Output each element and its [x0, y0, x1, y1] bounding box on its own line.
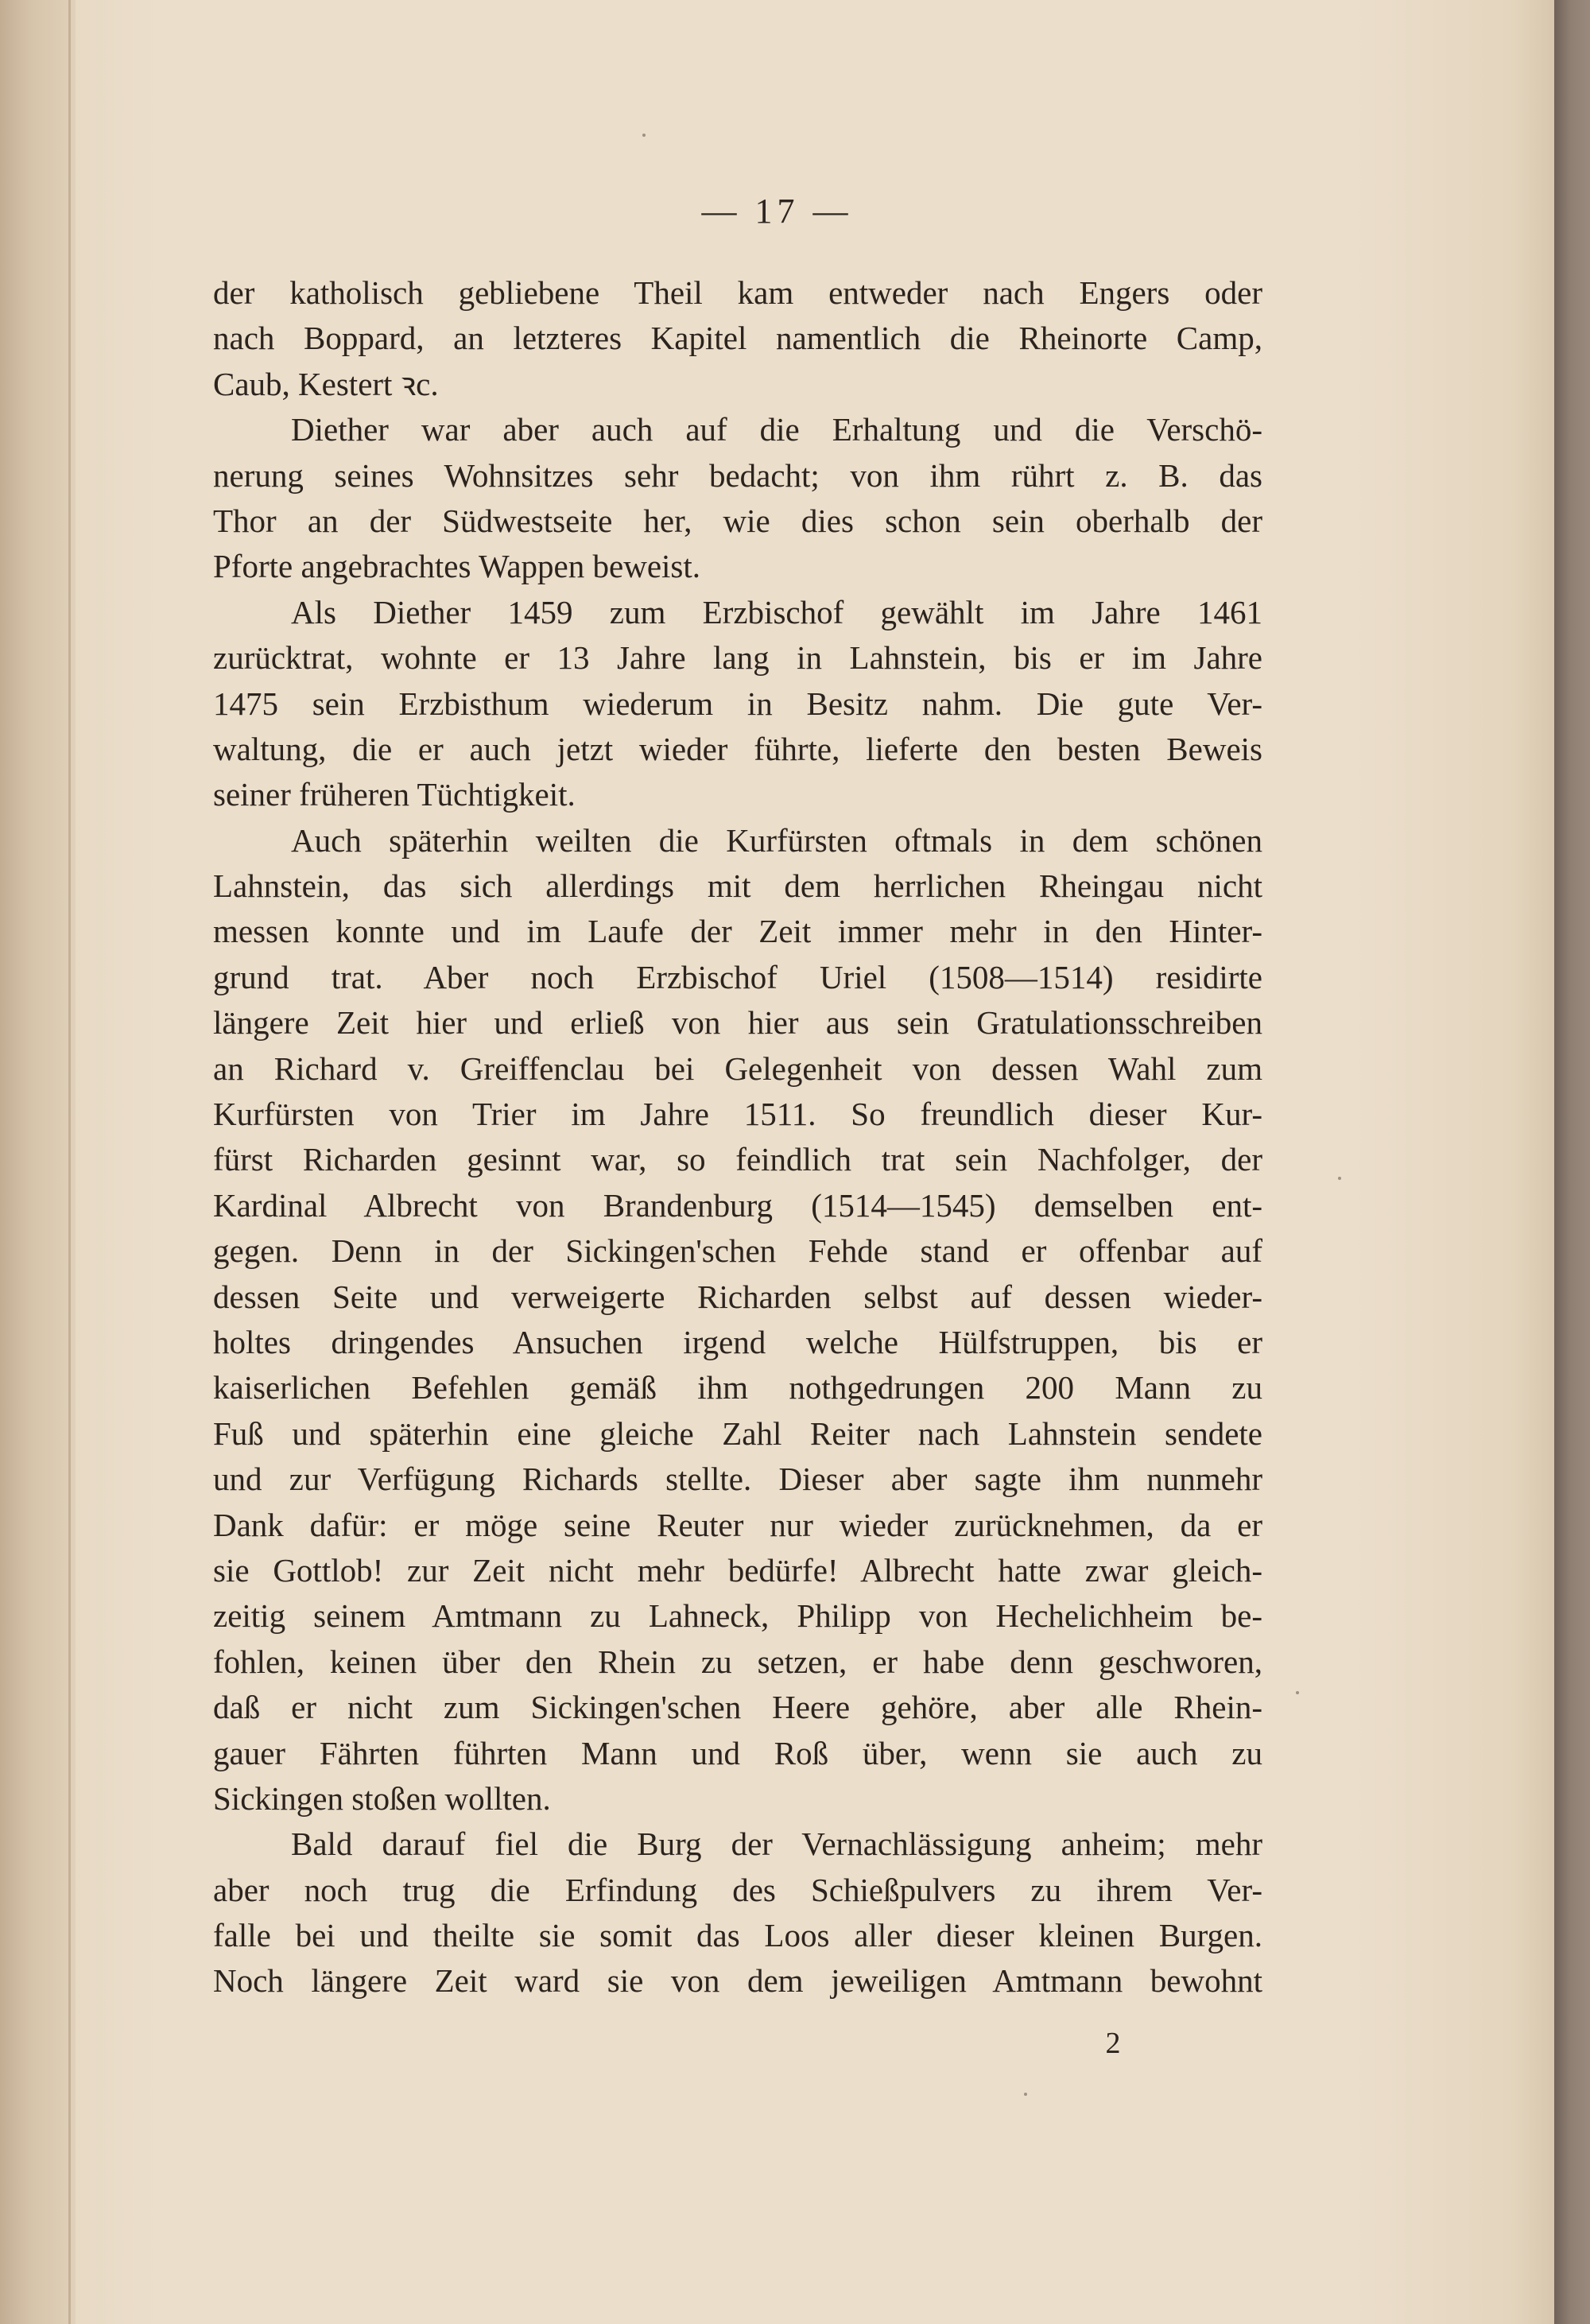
text-line: messen konnte und im Laufe der Zeit immer mehr in den Hinter-	[213, 913, 1262, 950]
text-line: holtes dringendes Ansuchen irgend welche Hülfstruppen, bis er	[213, 1323, 1262, 1360]
text-line: kaiserlichen Befehlen gemäß ihm nothgedrungen 200 Mann zu	[213, 1369, 1262, 1406]
text-line: Pforte angebrachtes Wappen beweist.	[213, 548, 700, 585]
text-line: zurücktrat, wohnte er 13 Jahre lang in Lahnstein, bis er im Jahre	[213, 639, 1262, 677]
text-line: Auch späterhin weilten die Kurfürsten oftmals in dem schönen	[291, 821, 1262, 859]
text-line: zeitig seinem Amtmann zu Lahneck, Philipp von Hechelichheim be-	[213, 1597, 1262, 1635]
text-line: grund trat. Aber noch Erzbischof Uriel (1508—1514) residirte	[213, 958, 1262, 995]
paper-speck	[642, 134, 646, 137]
text-line: nerung seines Wohnsitzes sehr bedacht; von ihm rührt z. B. das	[213, 456, 1262, 494]
text-line: Thor an der Südwestseite her, wie dies schon sein oberhalb der	[213, 502, 1262, 539]
text-line: sie Gottlob! zur Zeit nicht mehr bedürfe! Albrecht hatte zwar gleich-	[213, 1551, 1262, 1589]
paper-speck	[1338, 1177, 1341, 1180]
text-line: Kurfürsten von Trier im Jahre 1511. So freundlich dieser Kur-	[213, 1096, 1262, 1133]
text-line: aber noch trug die Erfindung des Schießpulvers zu ihrem Ver-	[213, 1871, 1262, 1908]
text-line: fürst Richarden gesinnt war, so feindlich trat sein Nachfolger, der	[213, 1141, 1262, 1178]
page-binding-gutter	[0, 0, 76, 2324]
text-line: fohlen, keinen über den Rhein zu setzen, er habe denn geschworen,	[213, 1643, 1262, 1680]
text-line: waltung, die er auch jetzt wieder führte, lieferte den besten Beweis	[213, 730, 1262, 767]
signature-mark: 2	[1105, 2027, 1121, 2060]
text-line: Lahnstein, das sich allerdings mit dem herrlichen Rheingau nicht	[213, 867, 1262, 905]
text-line: 1475 sein Erzbisthum wiederum in Besitz nahm. Die gute Ver-	[213, 685, 1262, 722]
page-number-header: — 17 —	[701, 192, 853, 231]
text-line: längere Zeit hier und erließ von hier aus sein Gratulationsschreiben	[213, 1004, 1262, 1042]
text-line: Noch längere Zeit ward sie von dem jeweiligen Amtmann bewohnt	[213, 1962, 1262, 2000]
text-line: und zur Verfügung Richards stellte. Dieser aber sagte ihm nunmehr	[213, 1461, 1262, 1498]
text-line: gegen. Denn in der Sickingen'schen Fehde stand er offenbar auf	[213, 1232, 1262, 1270]
text-line: Kardinal Albrecht von Brandenburg (1514—1545) demselben ent-	[213, 1186, 1262, 1224]
text-line: Fuß und späterhin eine gleiche Zahl Reiter nach Lahnstein sendete	[213, 1414, 1262, 1452]
next-page-edge	[1554, 0, 1590, 2324]
text-line: Bald darauf fiel die Burg der Vernachlässigung anheim; mehr	[291, 1825, 1262, 1863]
text-line: gauer Fährten führten Mann und Roß über, wenn sie auch zu	[213, 1734, 1262, 1771]
text-line: seiner früheren Tüchtigkeit.	[213, 776, 576, 813]
text-line: nach Boppard, an letzteres Kapitel namentlich die Rheinorte Camp,	[213, 320, 1262, 357]
text-line: falle bei und theilte sie somit das Loos aller dieser kleinen Burgen.	[213, 1917, 1262, 1954]
text-line: an Richard v. Greiffenclau bei Gelegenheit von dessen Wahl zum	[213, 1049, 1262, 1087]
text-line: Sickingen stoßen wollten.	[213, 1779, 551, 1817]
text-line: dessen Seite und verweigerte Richarden selbst auf dessen wieder-	[213, 1278, 1262, 1315]
gutter-fold-line	[68, 0, 71, 2324]
text-line: Als Diether 1459 zum Erzbischof gewählt im Jahre 1461	[291, 593, 1262, 630]
text-line: der katholisch gebliebene Theil kam entweder nach Engers oder	[213, 274, 1262, 311]
text-line: Diether war aber auch auf die Erhaltung und die Verschö-	[291, 411, 1262, 448]
text-line: daß er nicht zum Sickingen'schen Heere gehöre, aber alle Rhein-	[213, 1689, 1262, 1726]
paper-speck	[1024, 2093, 1027, 2096]
text-line: Caub, Kestert ꝛc.	[213, 365, 439, 402]
body-text	[213, 270, 1262, 2004]
paper-speck	[1296, 1691, 1299, 1694]
text-line: Dank dafür: er möge seine Reuter nur wieder zurücknehmen, da er	[213, 1506, 1262, 1543]
